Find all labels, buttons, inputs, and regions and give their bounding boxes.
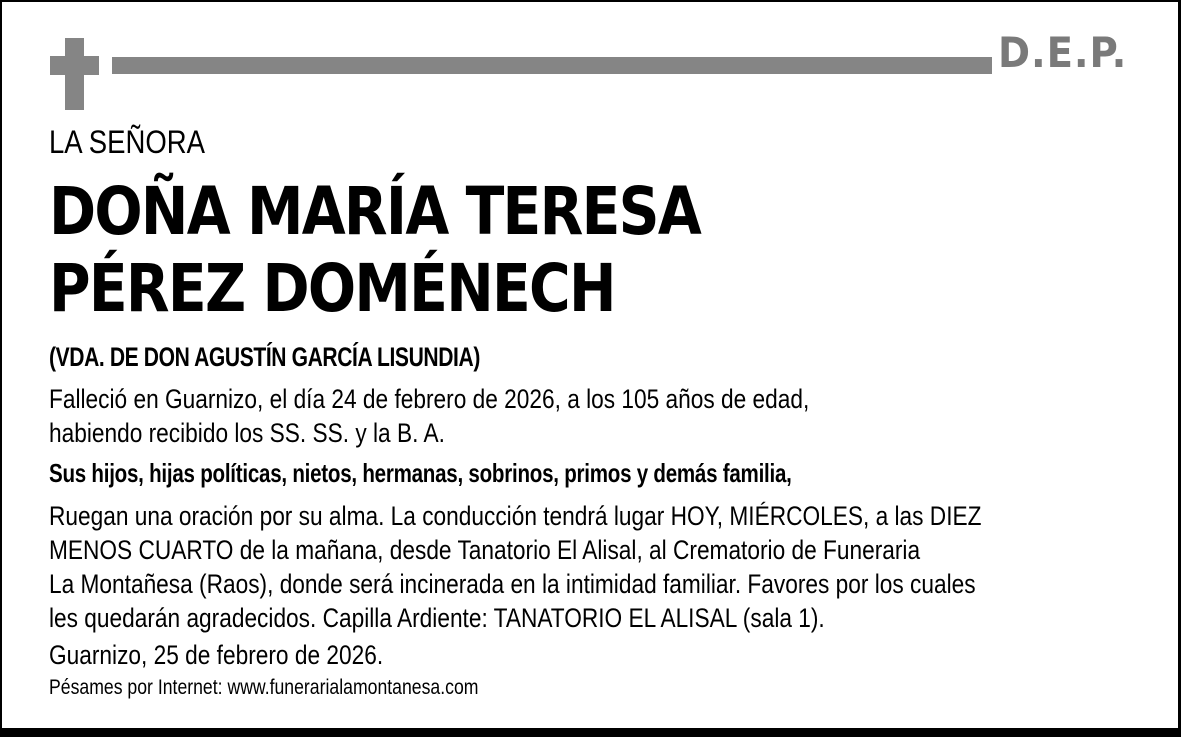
title-label: LA SEÑORA <box>49 124 206 160</box>
deceased-name-line2: PÉREZ DOMÉNECH <box>49 250 615 327</box>
widow-of: (VDA. DE DON AGUSTÍN GARCÍA LISUNDIA) <box>49 342 480 372</box>
service-details <box>49 499 981 635</box>
service-line: La Montañesa (Raos), donde será incinerada en la intimidad familiar. Favores por los cuales <box>49 569 976 599</box>
service-line: Ruegan una oración por su alma. La conducción tendrá lugar HOY, MIÉRCOLES, a las DIEZ <box>49 501 982 531</box>
service-line: MENOS CUARTO de la mañana, desde Tanatorio El Alisal, al Crematorio de Funeraria <box>49 535 921 565</box>
place-date: Guarnizo, 25 de febrero de 2026. <box>49 640 384 670</box>
family-line: Sus hijos, hijas políticas, nietos, hermanas, sobrinos, primos y demás familia, <box>49 458 792 488</box>
cross-icon-arm <box>50 56 99 75</box>
death-line: Falleció en Guarnizo, el día 24 de febrero de 2026, a los 105 años de edad, <box>49 384 810 414</box>
deceased-name-line1: DOÑA MARÍA TERESA <box>49 173 701 250</box>
condolences-link[interactable]: Pésames por Internet: www.funerarialamontanesa.com <box>49 676 479 699</box>
header-rule <box>112 57 992 74</box>
death-line: habiendo recibido los SS. SS. y la B. A. <box>49 418 445 448</box>
service-line: les quedarán agradecidos. Capilla Ardiente: TANATORIO EL ALISAL (sala 1). <box>49 603 825 633</box>
dep-label: D.E.P. <box>998 28 1128 77</box>
death-details <box>49 382 809 450</box>
